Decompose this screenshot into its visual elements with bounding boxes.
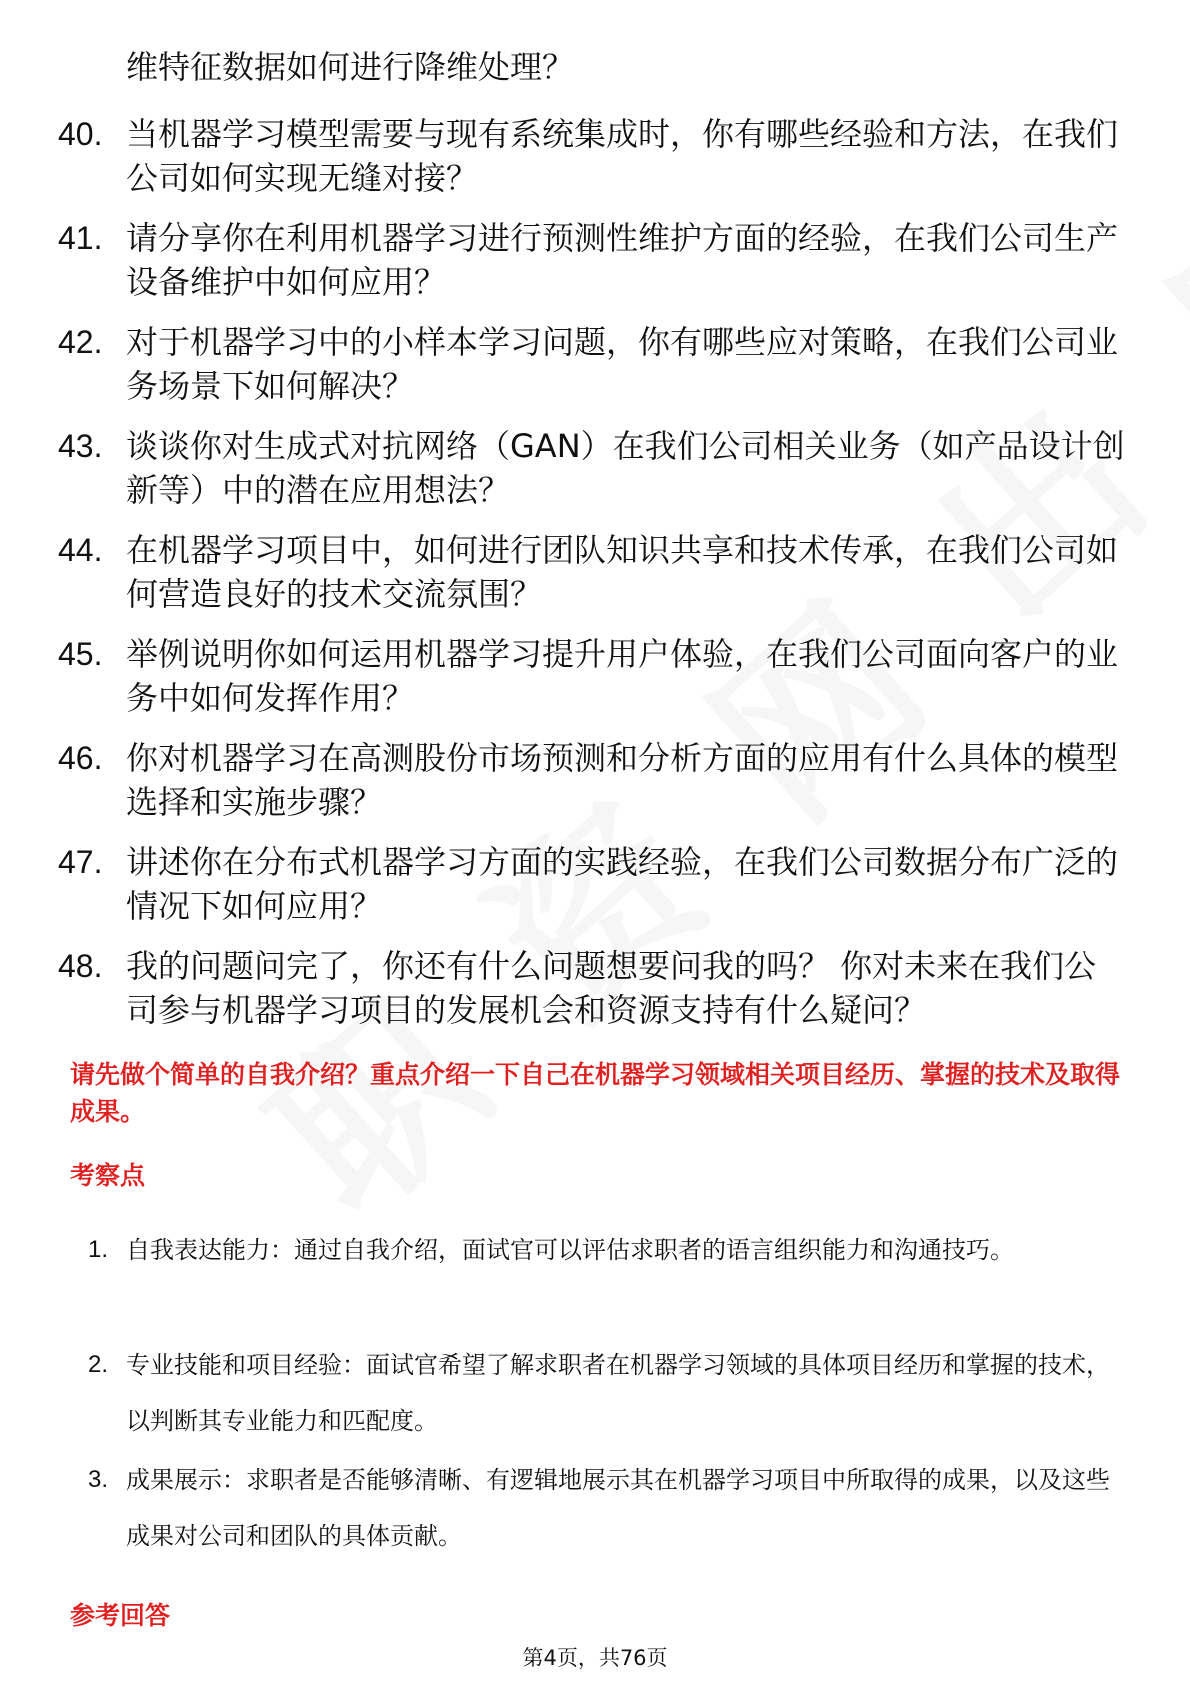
featured-question-headline: 请先做个简单的自我介绍？重点介绍一下自己在机器学习领域相关项目经历、掌握的技术及取得成果。 [70, 1060, 1121, 1126]
question-text: 举例说明你如何运用机器学习提升用户体验，在我们公司面向客户的业务中如何发挥作用？ [126, 635, 1119, 717]
question-text: 我的问题问完了，你还有什么问题想要问我的吗？ 你对未来在我们公司参与机器学习项目的发展机会和资源支持有什么疑问？ [126, 947, 1097, 1029]
question-number: 43. [58, 428, 103, 464]
question-list [0, 112, 1190, 1048]
assessment-point [0, 1337, 1190, 1452]
question-number: 41. [58, 220, 103, 256]
point-text: 自我表达能力：通过自我介绍，面试官可以评估求职者的语言组织能力和沟通技巧。 [126, 1236, 1014, 1264]
question-item [0, 216, 1190, 320]
question-text: 讲述你在分布式机器学习方面的实践经验，在我们公司数据分布广泛的情况下如何应用？ [126, 843, 1119, 925]
question-item [0, 320, 1190, 424]
point-number: 3. [88, 1466, 109, 1493]
question-text: 对于机器学习中的小样本学习问题，你有哪些应对策略，在我们公司业务场景下如何解决？ [126, 323, 1119, 405]
question-item [0, 736, 1190, 840]
question-number: 42. [58, 324, 103, 360]
section-title-cankaohuida: 参考回答 [70, 1601, 171, 1630]
point-text: 专业技能和项目经验：面试官希望了解求职者在机器学习领域的具体项目经历和掌握的技术，以判断其专业能力和匹配度。 [126, 1351, 1110, 1435]
question-text: 在机器学习项目中，如何进行团队知识共享和技术传承，在我们公司如何营造良好的技术交流氛围？ [126, 531, 1119, 613]
section-title-kaochadian: 考察点 [70, 1161, 146, 1190]
assessment-point [0, 1452, 1190, 1567]
page-footer: 第4页，共76页 [522, 1646, 668, 1670]
question-text: 当机器学习模型需要与现有系统集成时，你有哪些经验和方法，在我们公司如何实现无缝对接？ [126, 115, 1119, 197]
question-item [0, 840, 1190, 944]
point-number: 2. [88, 1351, 109, 1378]
assessment-point [0, 1222, 1190, 1337]
continued-question-text: 维特征数据如何进行降维处理？ [126, 48, 575, 86]
question-number: 45. [58, 636, 103, 672]
question-number: 47. [58, 844, 103, 880]
question-item [0, 112, 1190, 216]
question-item [0, 944, 1190, 1048]
question-item [0, 424, 1190, 528]
question-text: 请分享你在利用机器学习进行预测性维护方面的经验，在我们公司生产设备维护中如何应用？ [126, 219, 1119, 301]
assessment-point-list [0, 1222, 1190, 1567]
question-text: 谈谈你对生成式对抗网络（GAN）在我们公司相关业务（如产品设计创新等）中的潜在应用想法？ [126, 427, 1125, 509]
point-number: 1. [88, 1236, 109, 1263]
question-number: 48. [58, 948, 103, 984]
question-number: 46. [58, 740, 103, 776]
point-text: 成果展示：求职者是否能够清晰、有逻辑地展示其在机器学习项目中所取得的成果，以及这些成果对公司和团队的具体贡献。 [126, 1466, 1110, 1550]
question-text: 你对机器学习在高测股份市场预测和分析方面的应用有什么具体的模型选择和实施步骤？ [126, 739, 1119, 821]
question-item [0, 632, 1190, 736]
question-number: 40. [58, 116, 103, 152]
question-number: 44. [58, 532, 103, 568]
question-item [0, 528, 1190, 632]
